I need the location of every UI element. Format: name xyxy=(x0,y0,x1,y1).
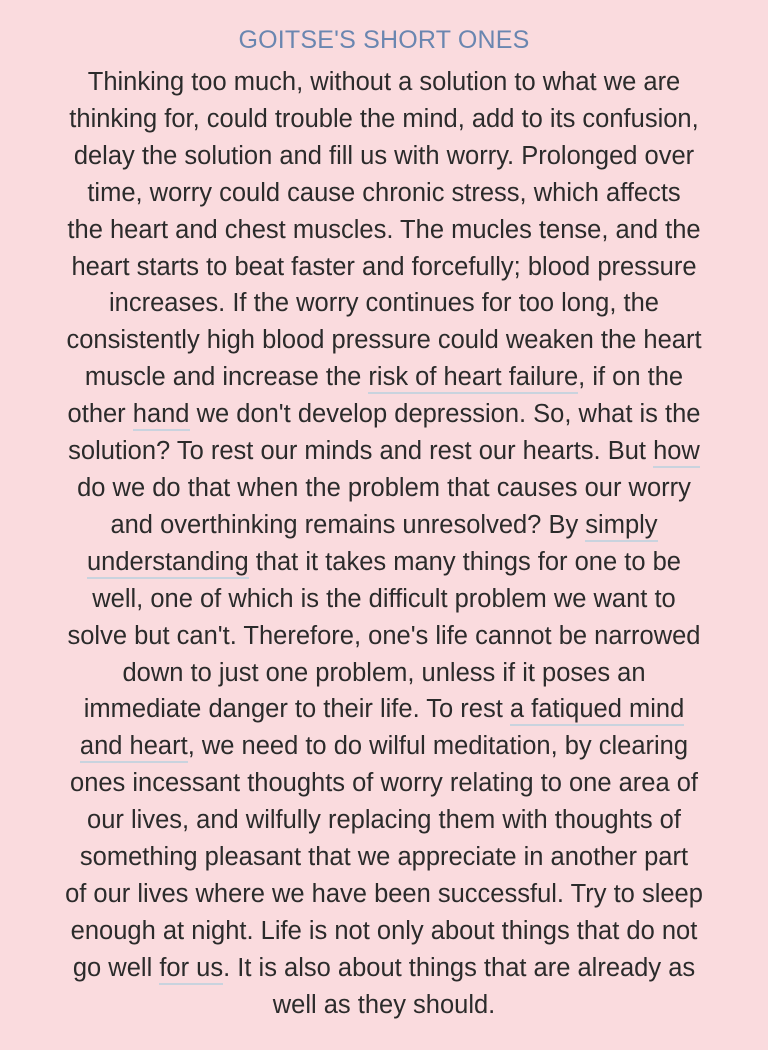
text-line: go well for us. It is also about things that are already as xyxy=(20,950,748,987)
text-line: solution? To rest our minds and rest our hearts. But how xyxy=(20,433,748,470)
text-line: understanding that it takes many things for one to be xyxy=(20,544,748,581)
text-line: thinking for, could trouble the mind, add to its confusion, xyxy=(69,104,699,133)
note-title: GOITSE'S SHORT ONES xyxy=(238,26,530,54)
highlighted-phrase: how xyxy=(653,437,700,468)
text-line: enough at night. Life is not only about things that do not xyxy=(70,916,698,945)
text-line: well as they should. xyxy=(272,990,496,1019)
text-line: down to just one problem, unless if it poses an xyxy=(122,658,646,687)
highlighted-phrase: a fatiqued mind xyxy=(510,695,684,726)
highlighted-phrase: hand xyxy=(133,400,190,431)
text-line: solve but can't. Therefore, one's life cannot be narrowed xyxy=(67,621,701,650)
text-line: do we do that when the problem that causes our worry xyxy=(77,473,691,502)
text-line: increases. If the worry continues for too long, the xyxy=(109,289,659,318)
highlighted-phrase: risk of heart failure xyxy=(368,363,578,394)
text-line: immediate danger to their life. To rest a fatiqued mind xyxy=(20,691,748,728)
text-line: heart starts to beat faster and forcefully; blood pressure xyxy=(71,252,697,281)
text-line: delay the solution and fill us with worry. Prolonged over xyxy=(73,141,695,170)
text-line: something pleasant that we appreciate in another part xyxy=(79,843,689,872)
text-line: ones incessant thoughts of worry relating to one area of xyxy=(70,769,698,798)
text-line: consistently high blood pressure could weaken the heart xyxy=(66,326,702,355)
text-line: and heart, we need to do wilful meditation, by clearing xyxy=(20,728,748,765)
note-body xyxy=(20,64,748,1024)
text-line: our lives, and wilfully replacing them with thoughts of xyxy=(87,806,681,835)
text-line: other hand we don't develop depression. So, what is the xyxy=(20,396,748,433)
text-line: Thinking too much, without a solution to what we are xyxy=(87,68,681,96)
highlighted-phrase: simply xyxy=(585,511,657,542)
highlighted-phrase: understanding xyxy=(87,548,249,579)
highlighted-phrase: for us xyxy=(159,954,223,985)
text-line: and overthinking remains unresolved? By simply xyxy=(20,507,748,544)
text-line: of our lives where we have been successful. Try to sleep xyxy=(65,879,703,908)
highlighted-phrase: and heart xyxy=(80,732,188,763)
text-line: muscle and increase the risk of heart failure, if on the xyxy=(20,359,748,396)
text-line: well, one of which is the difficult problem we want to xyxy=(92,584,676,613)
text-line: the heart and chest muscles. The mucles tense, and the xyxy=(67,215,701,244)
text-line: time, worry could cause chronic stress, which affects xyxy=(87,178,681,207)
